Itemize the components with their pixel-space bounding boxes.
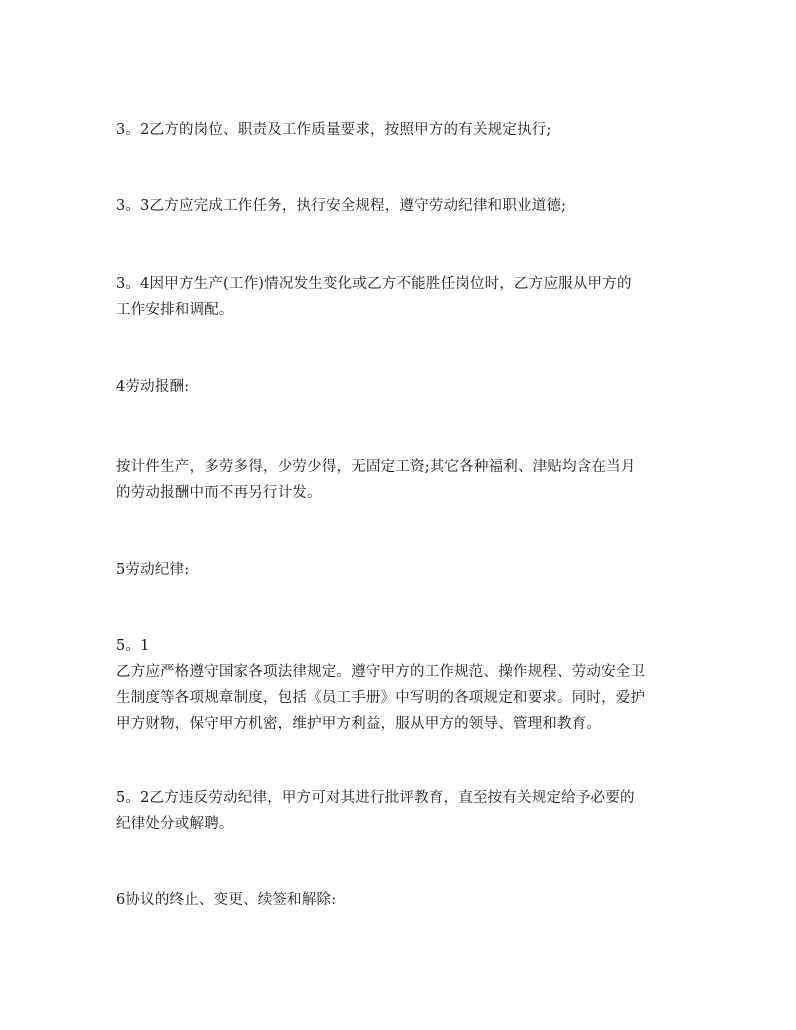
- text-line: 纪律处分或解聘。: [116, 816, 234, 832]
- text-line: 3。4因甲方生产(工作)情况发生变化或乙方不能胜任岗位时，乙方应服从甲方的: [116, 276, 632, 292]
- clause-3-4: [116, 271, 682, 323]
- text-line: 按计件生产，多劳多得，少劳少得，无固定工资;其它各种福利、津贴均含在当月: [116, 459, 636, 475]
- text-line: 3。2乙方的岗位、职责及工作质量要求，按照甲方的有关规定执行;: [116, 122, 552, 138]
- remuneration-body: [116, 454, 682, 506]
- text-line: 5劳动纪律:: [116, 562, 190, 578]
- clause-5-1: [116, 633, 682, 737]
- text-line: 工作安排和调配。: [116, 302, 234, 318]
- text-line: 5。1: [116, 638, 150, 654]
- text-line: 的劳动报酬中而不再另行计发。: [116, 485, 322, 501]
- section-heading-discipline: [116, 557, 682, 583]
- text-line: 3。3乙方应完成工作任务，执行安全规程，遵守劳动纪律和职业道德;: [116, 198, 567, 214]
- section-heading-termination: [116, 887, 682, 913]
- clause-3-3: [116, 193, 682, 219]
- section-heading-remuneration: [116, 374, 682, 400]
- clause-3-2: [116, 117, 682, 143]
- text-line: 乙方应严格遵守国家各项法律规定。遵守甲方的工作规范、操作规程、劳动安全卫: [116, 664, 646, 680]
- text-line: 6协议的终止、变更、续签和解除:: [116, 892, 337, 908]
- text-line: 5。2乙方违反劳动纪律，甲方可对其进行批评教育，直至按有关规定给予必要的: [116, 790, 635, 806]
- text-line: 生制度等各项规章制度，包括《员工手册》中写明的各项规定和要求。同时，爱护: [116, 690, 646, 706]
- clause-5-2: [116, 785, 682, 837]
- text-line: 甲方财物，保守甲方机密，维护甲方利益，服从甲方的领导、管理和教育。: [116, 716, 602, 732]
- text-line: 4劳动报酬:: [116, 379, 190, 395]
